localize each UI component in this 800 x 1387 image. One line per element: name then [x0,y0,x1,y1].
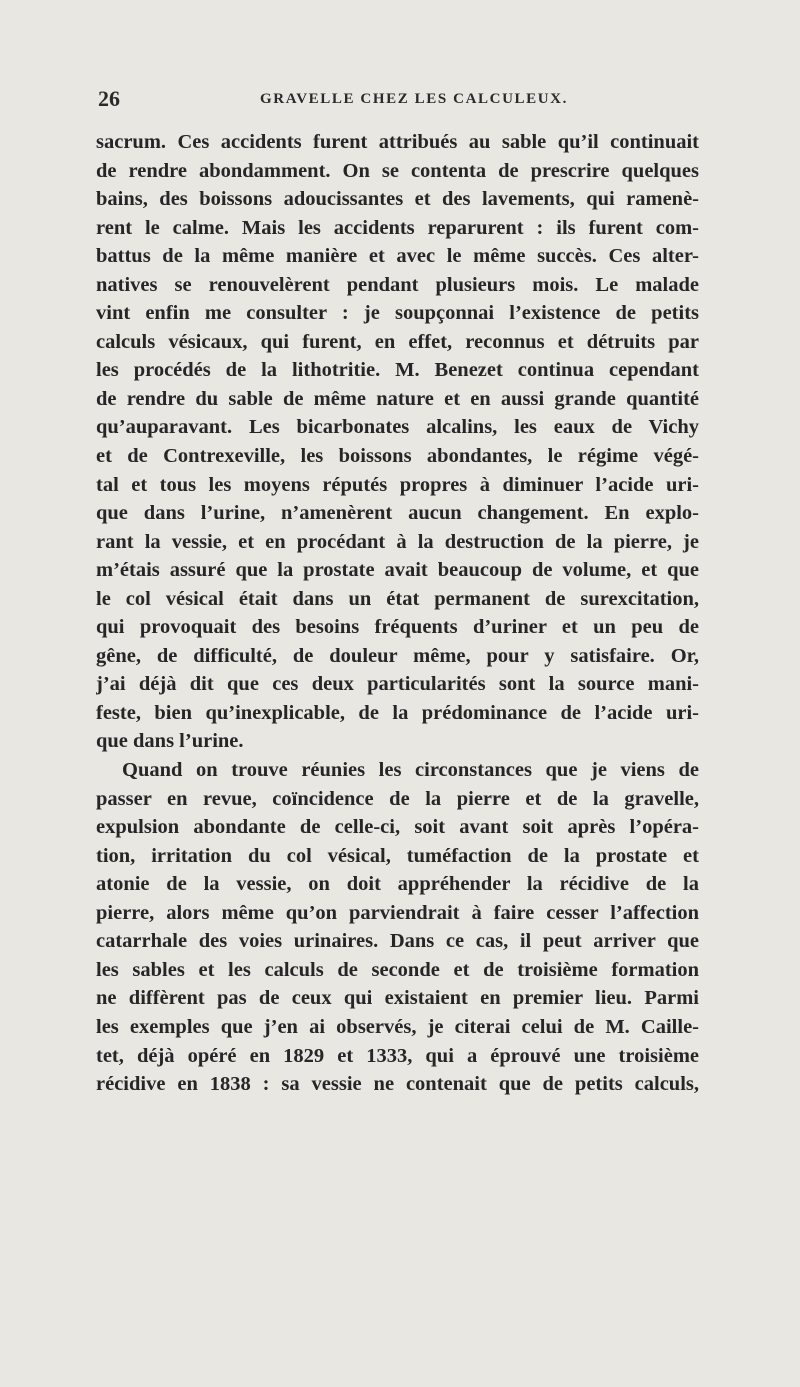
text-line: tet, déjà opéré en 1829 et 1333, qui a éprouvé une troisième [96,1044,699,1067]
text-line: les sables et les calculs de seconde et de troisième formation [96,958,699,981]
text-line: rent le calme. Mais les accidents reparurent : ils furent com- [96,216,699,239]
text-line: récidive en 1838 : sa vessie ne contenait que de petits calculs, [96,1073,699,1096]
text-line: et de Contrexeville, les boissons abondantes, le régime végé- [96,445,699,468]
text-line: les exemples que j’en ai observés, je citerai celui de M. Caille- [96,1015,699,1038]
text-line: de rendre du sable de même nature et en aussi grande quantité [96,387,699,410]
text-line: gêne, de difficulté, de douleur même, pour y satisfaire. Or, [96,644,699,667]
text-line: sacrum. Ces accidents furent attribués au sable qu’il continuait [96,131,699,153]
text-line: bains, des boissons adoucissantes et des lavements, qui ramenè- [96,188,699,211]
text-line: calculs vésicaux, qui furent, en effet, reconnus et détruits par [96,330,699,353]
paragraph-end-line: que dans l’urine. [96,730,244,753]
text-line: vint enfin me consulter : je soupçonnai l’existence de petits [96,302,699,325]
text-line: que dans l’urine, n’amenèrent aucun changement. En explo- [96,502,699,525]
running-title: GRAVELLE CHEZ LES CALCULEUX. [260,91,568,107]
page-number: 26 [98,86,120,111]
paragraph-start-line: Quand on trouve réunies les circonstances que je viens de [122,759,699,782]
text-line: battus de la même manière et avec le même succès. Ces alter- [96,245,699,268]
text-line: catarrhale des voies urinaires. Dans ce cas, il peut arriver que [96,930,699,953]
text-line: expulsion abondante de celle-ci, soit avant soit après l’opéra- [96,816,699,839]
text-line: pierre, alors même qu’on parviendrait à faire cesser l’affection [96,901,699,924]
body-text [96,128,699,1099]
page-header [98,86,698,116]
text-line: passer en revue, coïncidence de la pierre et de la gravelle, [96,787,699,810]
text-line: atonie de la vessie, on doit appréhender la récidive de la [96,873,699,896]
text-line: j’ai déjà dit que ces deux particularités sont la source mani- [96,673,699,696]
text-line: qui provoquait des besoins fréquents d’uriner et un peu de [96,616,699,639]
text-line: les procédés de la lithotritie. M. Benezet continua cependant [96,359,699,382]
text-line: feste, bien qu’inexplicable, de la prédominance de l’acide uri- [96,701,699,724]
text-line: ne diffèrent pas de ceux qui existaient en premier lieu. Parmi [96,987,699,1010]
text-line: tion, irritation du col vésical, tuméfaction de la prostate et [96,844,699,867]
text-line: le col vésical était dans un état permanent de surexcitation, [96,587,699,610]
text-line: rant la vessie, et en procédant à la destruction de la pierre, je [96,530,699,553]
text-line: natives se renouvelèrent pendant plusieurs mois. Le malade [96,273,699,296]
text-line: qu’auparavant. Les bicarbonates alcalins, les eaux de Vichy [96,416,699,439]
text-line: de rendre abondamment. On se contenta de prescrire quelques [96,159,699,182]
text-line: m’étais assuré que la prostate avait beaucoup de volume, et que [96,559,699,582]
text-line: tal et tous les moyens réputés propres à diminuer l’acide uri- [96,473,699,496]
